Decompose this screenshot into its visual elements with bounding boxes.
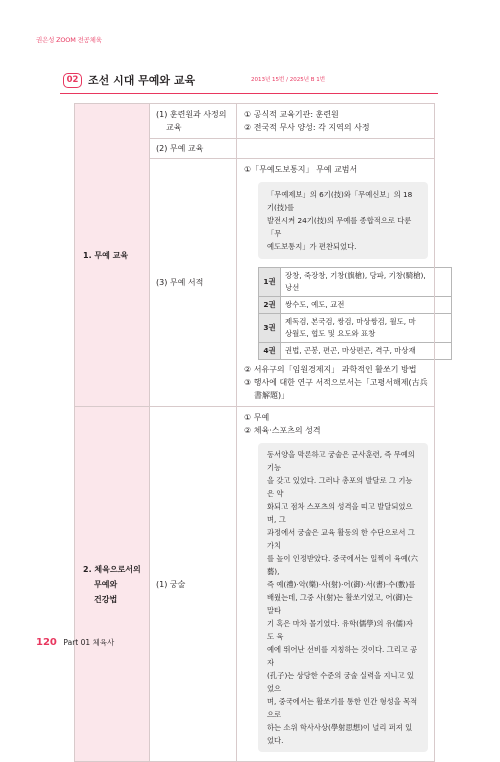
page-footer [36,637,114,648]
box-line: 를 높이 인정받았다. 중국에서는 일찍이 육예(六藝), [267,554,418,576]
box-line: 예도보통지」가 편찬되었다. [267,242,357,251]
box-line: 예에 뛰어난 선비를 지칭하는 것이다. 그리고 공자 [267,645,418,667]
volume-row [259,343,452,360]
detail-line: ①「무예도보통지」 무예 교범서 [244,165,358,174]
detail-cell [237,104,435,139]
category-label: 2. 체육으로서의 [83,564,141,574]
subcategory-label: (1) 훈련원과 사정의 [156,110,227,119]
volume-row [259,314,452,343]
category-cell [75,407,150,762]
exam-reference-note: 2013년 15번 / 2025년 B 1번 [251,77,326,83]
detail-line: ① 무예 [244,413,270,422]
content-table [74,103,435,762]
volume-line: 권법, 곤봉, 편곤, 마상편곤, 격구, 마상재 [285,346,416,355]
table-row [75,104,435,139]
detail-cell [237,139,435,159]
category-label: 건강법 [94,594,118,604]
subcategory-cell [150,139,237,159]
volume-table [258,267,452,360]
subcategory-cell [150,159,237,407]
category-cell [75,104,150,407]
detail-line: ② 서유구의「임원경제지」 과학적인 활쏘기 방법 [244,365,417,374]
part-label: Part 01 체육사 [63,638,115,647]
volume-contents [281,297,452,314]
box-line: 즉 예(禮)·악(樂)·사(射)·어(御)·서(書)·수(數)를 [267,580,416,589]
box-line: 며, 중국에서는 활쏘기를 통한 인간 형성을 목적으로 [267,697,418,719]
detail-line: ② 전국적 무사 양성: 각 지역의 사정 [244,123,370,132]
subcategory-label: (3) 무예 서적 [156,278,204,287]
box-line: 발전시켜 24기(技)의 무예를 종합적으로 다룬「무 [267,216,412,238]
section-number-badge: 02 [63,73,82,88]
volume-row [259,297,452,314]
volume-number: 4권 [259,343,281,360]
section-header [60,69,438,94]
box-line: 화되고 점차 스포츠의 성격을 띠고 발달되었으며, 그 [267,502,413,524]
subcategory-label: (2) 무예 교육 [156,144,204,153]
box-line: 과정에서 궁술은 교육 활동의 한 수단으로서 그 가치 [267,528,415,550]
box-line: 「무예제보」의 6기(技)와「무예신보」의 18기(技)를 [267,190,413,212]
volume-line: 제독검, 본국검, 쌍검, 마상쌍검, 월도, 마 [285,317,416,326]
box-line: 배웠는데, 그중 사(射)는 활쏘기였고, 어(御)는 말타 [267,593,413,615]
box-line: 을 갖고 있었다. 그러나 총포의 발달로 그 기능은 약 [267,476,413,498]
explanation-box [258,182,428,259]
page-number: 120 [36,637,57,648]
subcategory-label: 교육 [166,123,182,132]
explanation-box [258,443,428,752]
running-head: 권은성 ZOOM 전공체육 [36,36,102,44]
subcategory-cell [150,407,237,762]
volume-line: 쌍수도, 예도, 교전 [285,300,345,309]
subcategory-cell [150,104,237,139]
section-divider [60,93,438,94]
detail-line: 書解題)」 [254,391,290,400]
category-label: 1. 무예 교육 [83,250,129,260]
detail-cell [237,159,435,407]
volume-number: 3권 [259,314,281,343]
table-row [75,407,435,762]
volume-contents [281,343,452,360]
volume-line: 상월도, 협도 및 요도와 표창 [285,329,376,338]
detail-cell [237,407,435,762]
volume-number: 1권 [259,268,281,297]
volume-line: 장창, 죽장창, 기창(旗槍), 당파, 기창(騎槍), [285,271,426,280]
section-title: 조선 시대 무예와 교육 [88,74,196,87]
category-label: 무예와 [94,579,118,589]
volume-contents [281,314,452,343]
detail-line: ② 체육·스포츠의 성격 [244,426,321,435]
detail-line: ① 공식적 교육기관: 훈련원 [244,110,339,119]
volume-line: 낭선 [285,283,300,292]
box-line: 기 혹은 마차 몰기였다. 유학(儒學)의 유(儒)자도 육 [267,619,413,641]
subcategory-label: (1) 궁술 [156,579,186,589]
box-line: 하는 소위 학사사상(學射思想)이 널리 퍼져 있었다. [267,723,413,745]
box-line: 동서양을 막론하고 궁술은 군사훈련, 즉 무예의 기능 [267,450,415,472]
detail-line: ③ 행사에 대한 연구 서적으로서는「고평서해제(古兵 [244,378,428,387]
volume-contents [281,268,452,297]
volume-number: 2권 [259,297,281,314]
volume-row [259,268,452,297]
box-line: (孔子)는 상당한 수준의 궁술 실력을 지니고 있었으 [267,671,414,693]
